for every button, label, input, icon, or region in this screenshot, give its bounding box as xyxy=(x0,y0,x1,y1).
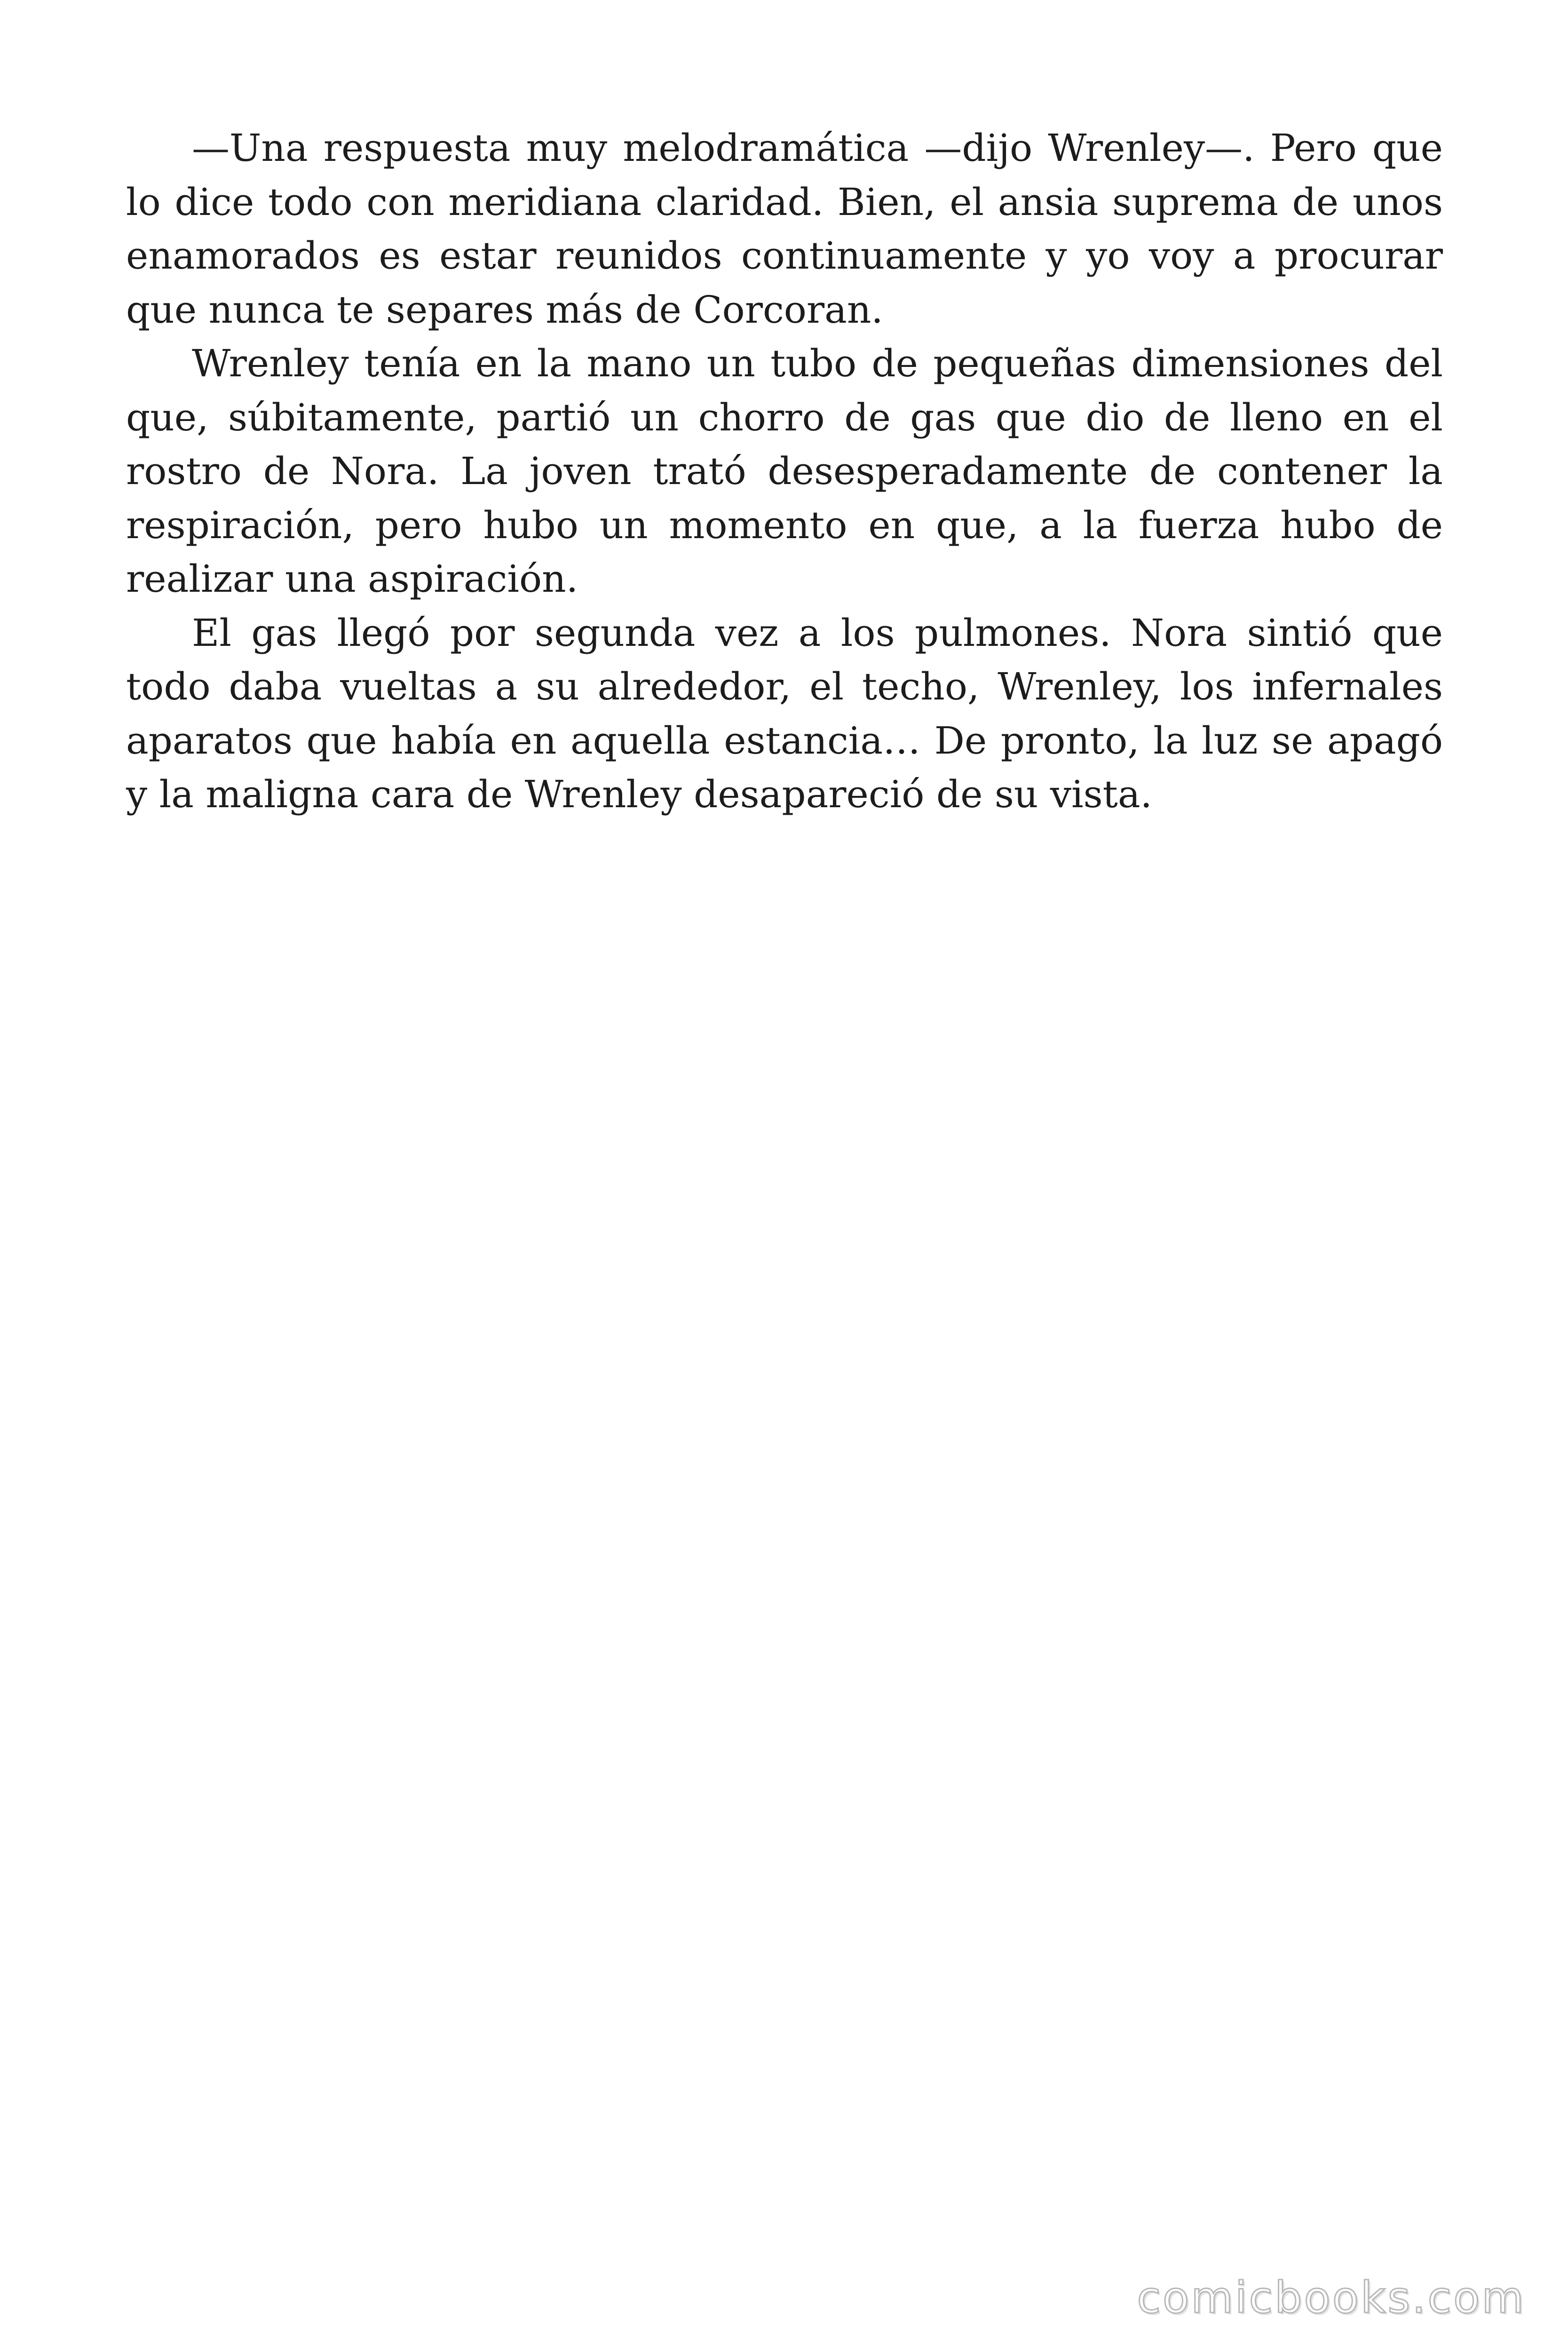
body-text xyxy=(126,121,1443,822)
paragraph: El gas llegó por segunda vez a los pulmones. Nora sintió que todo daba vueltas a su alrededor, el techo, Wrenley, los infernales aparatos que había en aquella estancia… De pronto, la luz se apagó y la maligna cara de Wrenley desapareció de su vista. xyxy=(126,611,1443,816)
paragraph: —Una respuesta muy melodramática —dijo Wrenley—. Pero que lo dice todo con meridiana claridad. Bien, el ansia suprema de unos enamorados es estar reunidos continuamente y yo voy a procurar que nunca te separes más de Corcoran. xyxy=(126,126,1443,332)
watermark: comicbooks.com xyxy=(1137,2273,1526,2323)
paragraph: Wrenley tenía en la mano un tubo de pequeñas dimensiones del que, súbitamente, partió un chorro de gas que dio de lleno en el rostro de Nora. La joven trató desesperadamente de contener la respiración, pero hubo un momento en que, a la fuerza hubo de realizar una aspiración. xyxy=(126,342,1443,601)
